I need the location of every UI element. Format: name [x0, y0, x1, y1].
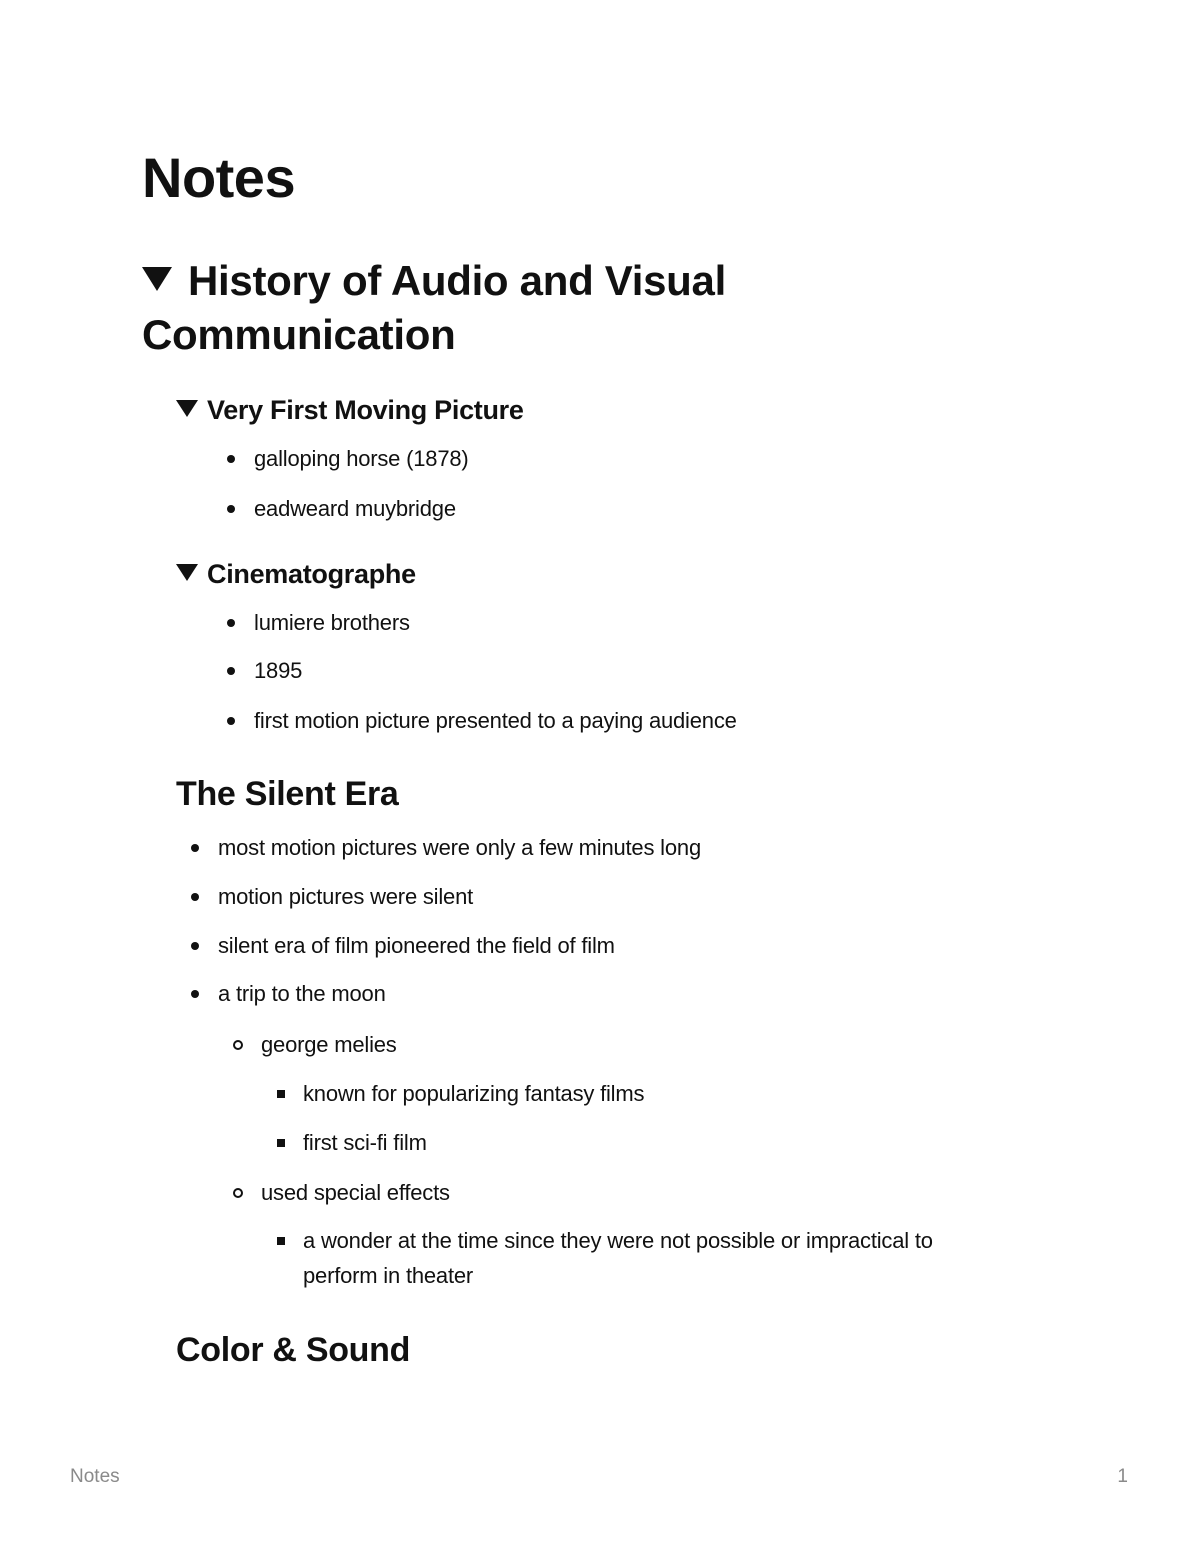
bullet-disc-icon: [191, 942, 199, 950]
bullet-square-icon: [277, 1139, 285, 1147]
bullet-disc-icon: [227, 455, 235, 463]
cinematographe-heading-text: Cinematographe: [207, 559, 416, 589]
footer-page-number: 1: [1117, 1466, 1128, 1487]
list-item: known for popularizing fantasy films: [303, 1081, 645, 1106]
bullet-disc-icon: [227, 619, 235, 627]
bullet-disc-icon: [191, 893, 199, 901]
history-heading-text: History of Audio and Visual Communication: [142, 257, 726, 358]
toggle-triangle-icon[interactable]: [142, 267, 172, 291]
bullet-disc-icon: [227, 505, 235, 513]
list-item: lumiere brothers: [254, 610, 410, 635]
toggle-heading-first-moving-picture[interactable]: [176, 393, 524, 427]
list-item: eadweard muybridge: [254, 496, 456, 521]
list-item: a wonder at the time since they were not possible or impractical to perform in theater: [303, 1228, 933, 1288]
bullet-circle-icon: [233, 1188, 243, 1198]
bullet-square-icon: [277, 1090, 285, 1098]
bullet-disc-icon: [191, 844, 199, 852]
bullet-disc-icon: [227, 717, 235, 725]
list-item: a trip to the moon: [218, 981, 386, 1006]
footer-doc-name: Notes: [70, 1466, 120, 1487]
bullet-disc-icon: [191, 990, 199, 998]
list-item: 1895: [254, 658, 303, 683]
page-title: Notes: [142, 146, 296, 209]
list-item: used special effects: [261, 1180, 450, 1205]
toggle-heading-history[interactable]: [142, 254, 842, 362]
toggle-triangle-icon[interactable]: [176, 400, 198, 417]
heading-color-sound: Color & Sound: [176, 1331, 411, 1369]
bullet-circle-icon: [233, 1040, 243, 1050]
list-item: silent era of film pioneered the field of film: [218, 933, 615, 958]
bullet-square-icon: [277, 1237, 285, 1245]
bullet-disc-icon: [227, 667, 235, 675]
list-item: first sci-fi film: [303, 1130, 427, 1155]
toggle-triangle-icon[interactable]: [176, 564, 198, 581]
first-moving-picture-heading-text: Very First Moving Picture: [207, 395, 524, 425]
list-item: most motion pictures were only a few minutes long: [218, 835, 701, 860]
list-item: motion pictures were silent: [218, 884, 474, 909]
list-item: first motion picture presented to a paying audience: [254, 708, 737, 733]
toggle-heading-cinematographe[interactable]: [176, 557, 416, 591]
list-item: george melies: [261, 1032, 397, 1057]
list-item: galloping horse (1878): [254, 446, 469, 471]
heading-silent-era: The Silent Era: [176, 775, 399, 813]
